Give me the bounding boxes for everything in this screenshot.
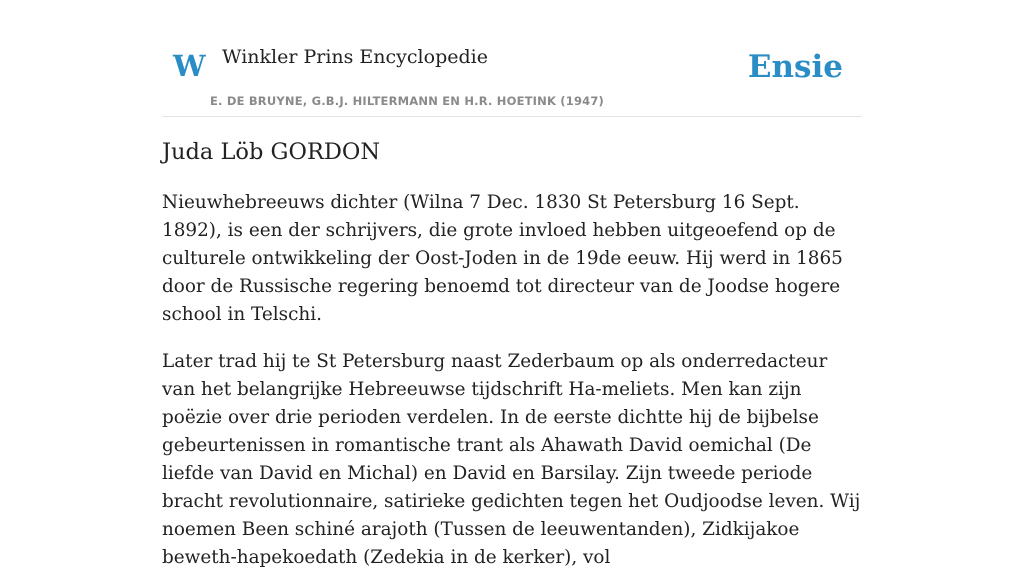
article [162,138,862,572]
brand-logo[interactable]: Ensie [747,49,843,85]
article-title: Juda Löb GORDON [162,139,381,165]
article-paragraph: Nieuwhebreeuws dichter (Wilna 7 Dec. 1830 St Petersburg 16 Sept. 1892), is een der schrijvers, die grote invloed hebben uitgeoefend op de culturele ontwikkeling der Oost-Joden in de 19de eeuw. Hij werd in 1865 door de Russische regering benoemd tot directeur van de Joodse hogere school in Telschi. [162,192,843,326]
site-logo-icon[interactable]: W [173,49,206,83]
article-paragraph: Later trad hij te St Petersburg naast Zederbaum op als onderredacteur van het belangrijke Hebreeuwse tijdschrift Ha-meliets. Men kan zijn poëzie over drie perioden verdelen. In de eerste dichtte hij de bijbelse gebeurtenissen in romantische trant als Ahawath David oemichal (De liefde van David en Michal) en David en Barsilay. Zijn tweede periode bracht revolutionnaire, satirieke gedichten tegen het Oudjoodse leven. Wij noemen Been schiné arajoth (Tussen de leeuwentanden), Zidkijakoe beweth-hapekoedath (Zedekia in de kerker), vol [162,351,861,569]
site-header [162,0,862,117]
site-title[interactable]: Winkler Prins Encyclopedie [222,46,488,68]
authors-line: E. DE BRUYNE, G.B.J. HILTERMANN EN H.R. HOETINK (1947) [210,94,605,108]
